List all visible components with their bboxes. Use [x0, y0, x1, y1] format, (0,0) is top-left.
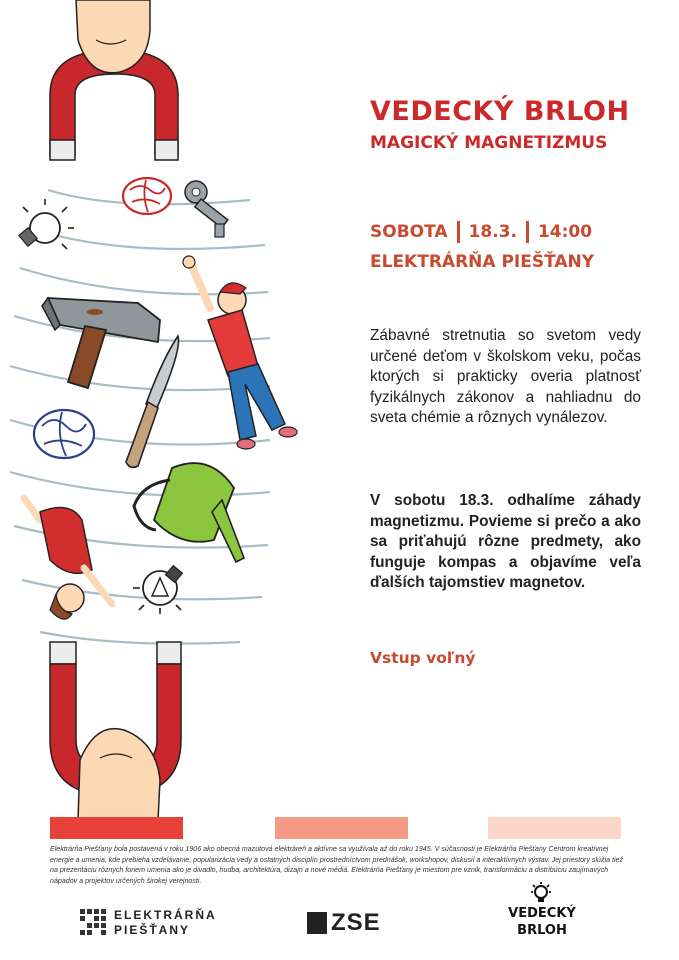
brloh-logo-line2: BRLOH — [517, 923, 567, 938]
elektrarna-logo-line1: ELEKTRÁRŇA — [114, 908, 217, 922]
footer-text: Elektrárňa Piešťany bola postavená v roku 1906 ako obecná mazutová elektráreň a aktívne sa využívala až do roku 1945. V súčasnosti je Elektrárňa Piešťany Centrom kreatívnej energie a umenia, kde prebieha vzdelávanie, popularizácia vedy a ostatných disciplín prostredníctvom prednášok, workshopov, diskusií a interaktívnych výstav. Jej priestory slúžia tiež na prezentáciu rôznych foriem umenia ako je divadlo, hudba, architektúra, dizajn a nové médiá. Elektrárňa Piešťany je miestom pre vznik, transformáciu a distribúciu zaujímavých nápadov a projektov určených širokej verejnosti. — [50, 845, 624, 885]
brloh-logo-line1: VEDECKÝ — [508, 906, 576, 921]
color-bar-peach — [488, 817, 621, 839]
lightbulb-icon — [530, 882, 552, 906]
magnet-icon — [50, 642, 181, 820]
zse-logo — [307, 910, 397, 936]
elektrarna-logo — [80, 906, 230, 940]
intro-paragraph: Zábavné stretnutia so svetom vedy určené deťom v školskom veku, počas ktorých si prakticky overia platnosť fyzikálnych zákonov a nahliadnu do sveta chémie a rôznych vynálezov. — [370, 327, 641, 426]
event-title: VEDECKÝ BRLOH — [370, 96, 630, 127]
brain-icon — [34, 410, 94, 458]
details-paragraph: V sobotu 18.3. odhalíme záhady magnetizmu. Povieme si prečo a ako sa priťahujú rôzne predmety, ako funguje kompas a objavíme veľa ďalších tajomstiev magnetov. — [370, 492, 641, 591]
color-bar-salmon — [275, 817, 408, 839]
separator — [457, 221, 460, 243]
elektrarna-logo-line2: PIEŠŤANY — [114, 923, 191, 937]
girl-figure — [24, 498, 112, 619]
key-icon — [185, 181, 228, 237]
knife-icon — [126, 336, 179, 467]
lightbulb-icon — [133, 566, 182, 614]
event-datetime — [370, 221, 592, 243]
zse-mark-icon — [307, 912, 327, 934]
event-time: 14:00 — [537, 222, 593, 242]
event-subtitle: MAGICKÝ MAGNETIZMUS — [370, 133, 608, 153]
hammer-icon — [42, 298, 160, 388]
separator — [526, 221, 529, 243]
color-bar-red — [50, 817, 183, 839]
magnet-illustration — [0, 0, 340, 820]
event-day: SOBOTA — [370, 222, 448, 242]
zse-logo-text: ZSE — [331, 909, 381, 936]
brain-icon — [123, 178, 171, 214]
entry-note: Vstup voľný — [370, 649, 476, 667]
event-date: 18.3. — [468, 222, 517, 242]
magnet-icon — [50, 0, 178, 160]
event-venue: ELEKTRÁRŇA PIEŠŤANY — [370, 252, 595, 272]
lightbulb-icon — [19, 199, 74, 249]
vedecky-brloh-logo — [500, 882, 590, 944]
boy-figure — [183, 256, 297, 449]
elektrarna-grid-icon — [80, 909, 106, 935]
